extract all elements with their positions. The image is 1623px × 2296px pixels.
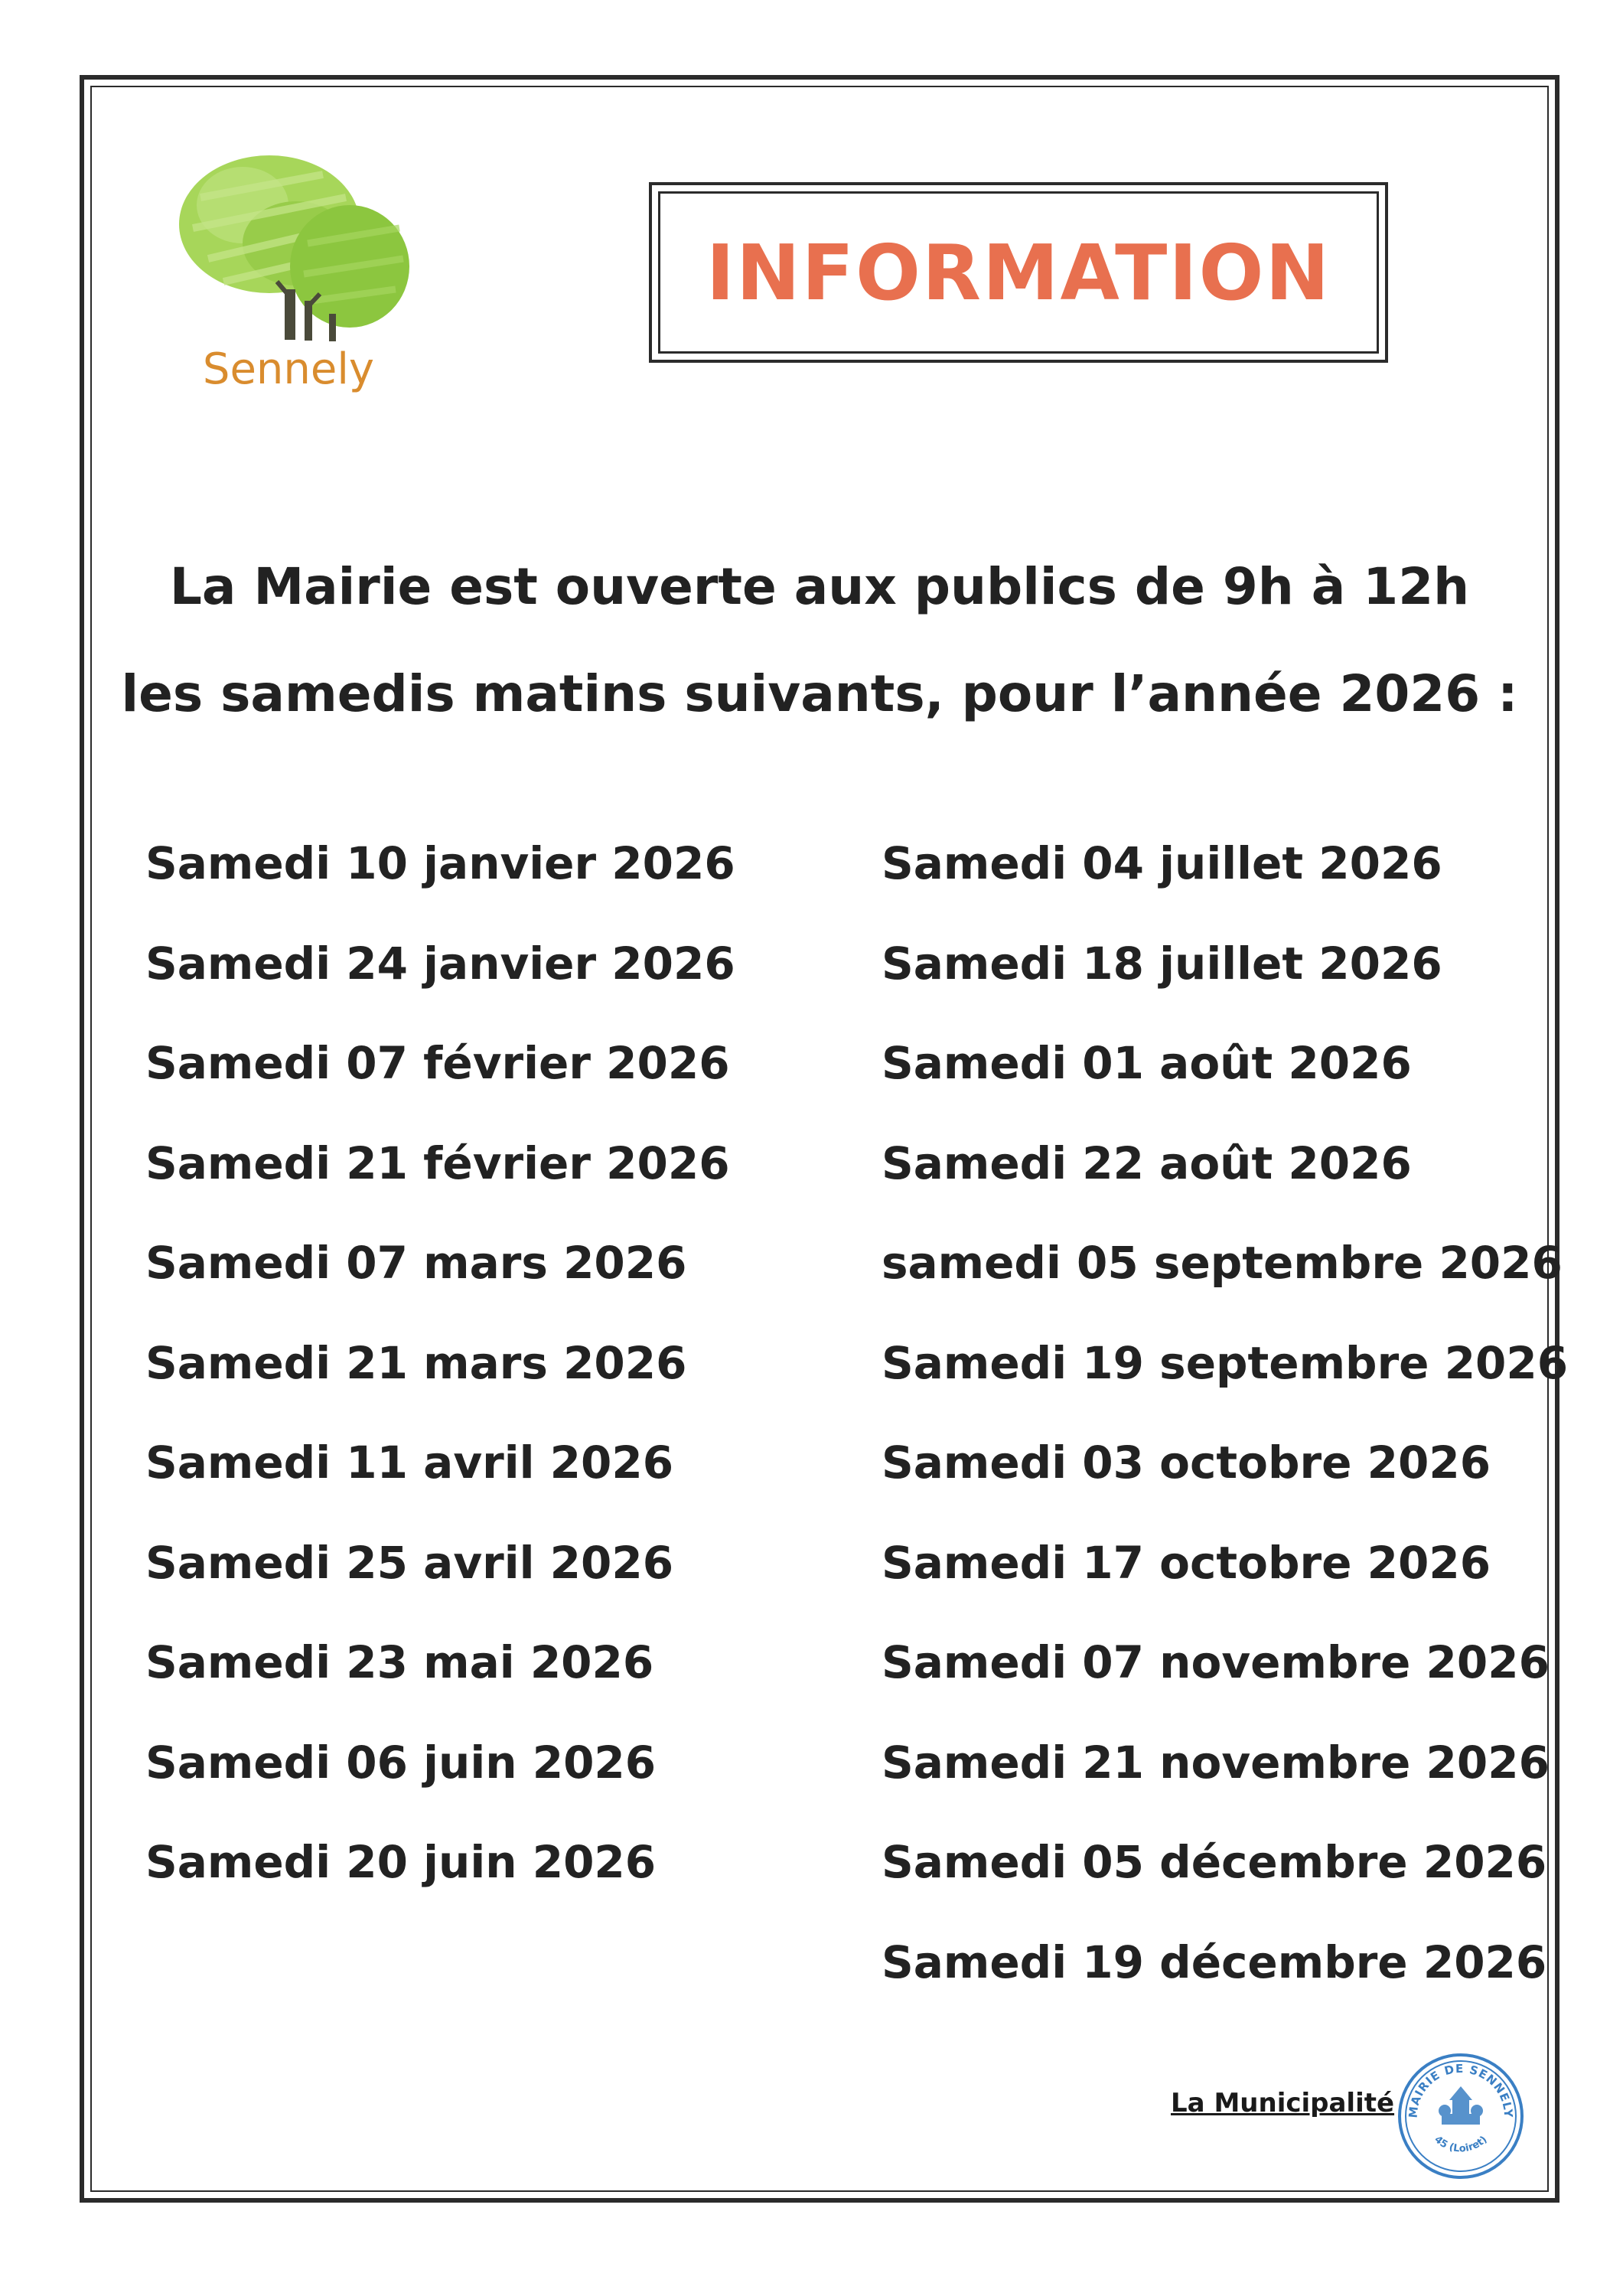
date-item: samedi 05 septembre 2026 — [882, 1237, 1563, 1289]
official-seal-icon — [1396, 2051, 1526, 2181]
date-item: Samedi 06 juin 2026 — [145, 1736, 657, 1789]
dates-column-left — [145, 830, 735, 1929]
date-item: Samedi 07 novembre 2026 — [882, 1636, 1550, 1688]
logo-text: Sennely — [202, 344, 375, 394]
signature-text: La Municipalité — [1171, 2088, 1395, 2118]
date-item: Samedi 10 janvier 2026 — [145, 837, 735, 889]
dates-column-right — [882, 830, 1568, 2029]
svg-text:45 (Loiret) — [1432, 2134, 1489, 2154]
date-item: Samedi 11 avril 2026 — [145, 1437, 674, 1489]
title-box — [649, 182, 1388, 363]
date-item: Samedi 23 mai 2026 — [145, 1636, 654, 1688]
page-title: INFORMATION — [706, 228, 1331, 318]
date-item: Samedi 22 août 2026 — [882, 1137, 1412, 1189]
date-item: Samedi 05 décembre 2026 — [882, 1836, 1547, 1888]
date-item: Samedi 24 janvier 2026 — [145, 937, 735, 990]
date-item: Samedi 18 juillet 2026 — [882, 937, 1442, 990]
date-item: Samedi 01 août 2026 — [882, 1037, 1412, 1089]
tree-logo-icon — [170, 144, 415, 343]
mairie-stamp — [1396, 2051, 1526, 2181]
stamp-top-text: MAIRIE DE SENNELY — [1406, 2061, 1516, 2119]
intro-line-1: La Mairie est ouverte aux publics de 9h à 12h — [169, 557, 1470, 616]
date-item: Samedi 04 juillet 2026 — [882, 837, 1442, 889]
stamp-bottom-text: 45 (Loiret) — [1432, 2134, 1490, 2155]
date-item: Samedi 17 octobre 2026 — [882, 1536, 1491, 1589]
date-item: Samedi 07 février 2026 — [145, 1037, 730, 1089]
date-item: Samedi 25 avril 2026 — [145, 1536, 674, 1589]
date-item: Samedi 21 mars 2026 — [145, 1336, 687, 1389]
date-item: Samedi 07 mars 2026 — [145, 1237, 687, 1289]
date-item: Samedi 21 février 2026 — [145, 1137, 730, 1189]
intro-line-2: les samedis matins suivants, pour l’année 2026 : — [121, 664, 1518, 723]
date-item: Samedi 21 novembre 2026 — [882, 1736, 1550, 1789]
date-item: Samedi 03 octobre 2026 — [882, 1437, 1491, 1489]
date-item: Samedi 19 septembre 2026 — [882, 1336, 1569, 1389]
date-item: Samedi 20 juin 2026 — [145, 1836, 657, 1888]
date-item: Samedi 19 décembre 2026 — [882, 1936, 1547, 1988]
sennely-logo — [170, 144, 415, 412]
